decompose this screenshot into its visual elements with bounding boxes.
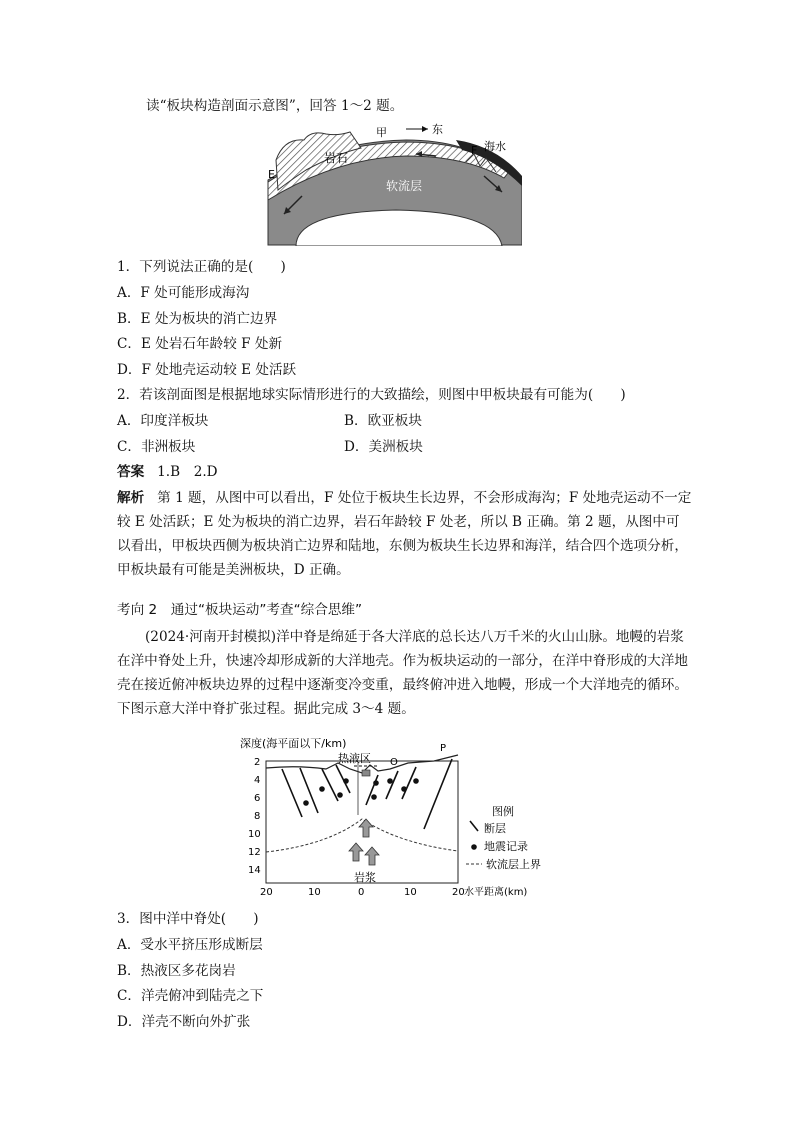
q1-stem: 1．下列说法正确的是( ) <box>117 259 286 275</box>
q2-option-a: A．印度洋板块 <box>117 413 209 429</box>
label-O: O <box>390 757 398 768</box>
q1-option-d: D．F 处地壳运动较 E 处活跃 <box>117 362 297 378</box>
ytick-6: 6 <box>254 793 261 804</box>
xtick-0: 0 <box>358 887 365 898</box>
label-magma: 岩浆 <box>354 871 376 884</box>
ytick-12: 12 <box>248 847 261 858</box>
q1-option-b: B．E 处为板块的消亡边界 <box>117 311 278 327</box>
legend-quake: 地震记录 <box>484 840 528 853</box>
xtick-10w: 10 <box>308 887 321 898</box>
ridge-ylabel: 深度(海平面以下/km) <box>240 737 347 750</box>
answer-text: 1.B 2.D <box>157 464 218 480</box>
xtick-10e: 10 <box>404 887 417 898</box>
q3-option-d: D．洋壳不断向外扩张 <box>117 1014 251 1030</box>
legend-asthen: 软流层上界 <box>486 858 541 871</box>
q2-option-d: D．美洲板块 <box>344 439 423 455</box>
answer-line <box>117 463 218 481</box>
q1-option-c: C．E 处岩石年龄较 F 处新 <box>117 336 283 352</box>
answer-label: 答案 <box>117 464 145 480</box>
label-rock: 岩石 <box>324 151 349 165</box>
label-jia: 甲 <box>376 126 387 139</box>
analysis-text: 第 1 题，从图中可以看出，F 处位于板块生长边界，不会形成海沟；F 处地壳运动不一定较 E 处活跃；E 处为板块的消亡边界，岩石年龄较 F 处老，所以 B 正确。第 2 题，从图中可以看出，甲板块西侧为板块消亡边界和陆地，东侧为板块生长边界和海洋，结合四个选项分析，甲板块最有可能是美洲板块，D 正确。 <box>117 490 692 578</box>
q3-stem: 3．图中洋中脊处( ) <box>117 911 259 927</box>
label-seawater: 海水 <box>484 140 506 153</box>
plate-profile-figure <box>266 120 522 246</box>
label-F: F <box>471 144 478 157</box>
q3-option-b: B．热液区多花岗岩 <box>117 963 236 979</box>
label-east: 东 <box>432 123 443 136</box>
ridge-figure <box>238 735 568 901</box>
label-asthenosphere: 软流层 <box>386 179 423 193</box>
section-heading: 考向 2 通过“板块运动”考查“综合思维” <box>117 602 363 618</box>
ytick-8: 8 <box>254 811 261 822</box>
legend-fault: 断层 <box>484 822 506 835</box>
label-hydrothermal: 热液区 <box>338 752 371 765</box>
q2-stem: 2．若该剖面图是根据地球实际情形进行的大致描绘，则图中甲板块最有可能为( ) <box>117 387 626 403</box>
ytick-14: 14 <box>248 865 261 876</box>
passage-paragraph: (2024·河南开封模拟)洋中脊是绵延于各大洋底的总长达八万千米的火山山脉。地幔的岩浆在洋中脊处上升，快速冷却形成新的大洋地壳。作为板块运动的一部分，在洋中脊形成的大洋地壳在接近俯冲板块边界的过程中逐渐变冷变重，最终俯冲进入地幔，形成一个大洋地壳的循环。下图示意大洋中脊扩张过程。据此完成 3～4 题。 <box>117 629 688 717</box>
label-E: E <box>268 168 275 181</box>
ridge-xlabel: 水平距离(km) <box>464 887 528 898</box>
intro-text: 读“板块构造剖面示意图”，回答 1～2 题。 <box>146 98 404 114</box>
xtick-20w: 20 <box>260 887 273 898</box>
analysis-paragraph <box>117 486 693 582</box>
q3-option-a: A．受水平挤压形成断层 <box>117 937 263 953</box>
legend-title: 图例 <box>492 805 514 818</box>
q3-option-c: C．洋壳俯冲到陆壳之下 <box>117 988 264 1004</box>
ytick-4: 4 <box>254 775 261 786</box>
ytick-2: 2 <box>254 757 261 768</box>
label-P: P <box>440 743 447 754</box>
xtick-20e: 20 <box>452 887 465 898</box>
q2-option-b: B．欧亚板块 <box>344 413 422 429</box>
ytick-10: 10 <box>248 829 261 840</box>
q1-option-a: A．F 处可能形成海沟 <box>117 285 250 301</box>
analysis-label: 解析 <box>117 490 145 506</box>
q2-option-c: C．非洲板块 <box>117 439 196 455</box>
